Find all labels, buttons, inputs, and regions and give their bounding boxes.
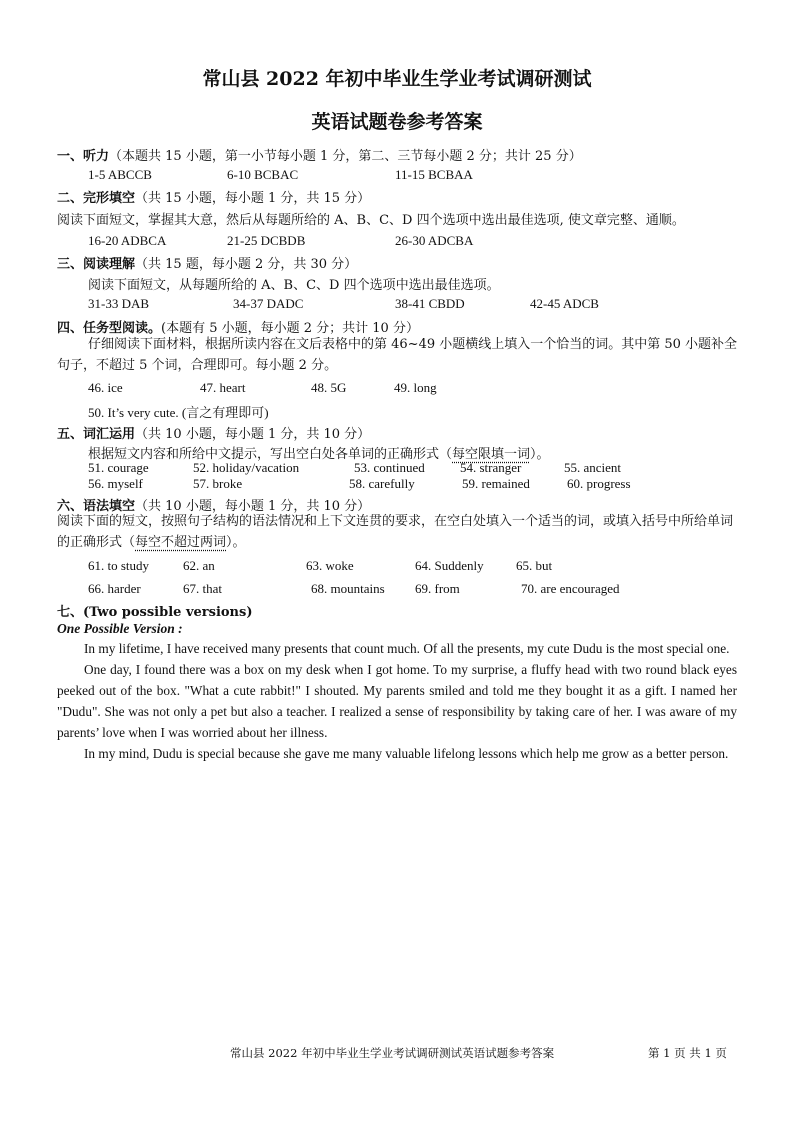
section-4-instruction: 仔细阅读下面材料，根据所读内容在文后表格中的第 46~49 小题横线上填入一个恰当的词。其中第 50 小题补全句子，不超过 5 个词，合理即可。每小题 2 分。 (57, 337, 738, 373)
section-5-instruction-end: ）。 (530, 447, 550, 462)
answer-26-30: 26-30 ADCBA (395, 233, 474, 248)
answer-48: 48. 5G (311, 380, 347, 395)
footer-doc-title: 常山县 2022 年初中毕业生学业考试调研测试英语试题参考答案 (230, 1046, 555, 1060)
section-5-heading (57, 423, 370, 442)
answer-58: 58. carefully (349, 476, 415, 491)
essay-text (57, 638, 737, 764)
section-7-heading (57, 601, 252, 620)
answer-31-33: 31-33 DAB (88, 296, 150, 311)
answer-66: 66. harder (88, 581, 141, 596)
answer-21-25: 21-25 DCBDB (227, 233, 306, 248)
section-6-note: （共 10 小题，每小题 1 分，共 10 分） (135, 499, 371, 514)
answer-1-5: 1-5 ABCCB (88, 167, 152, 182)
section-6-instruction-emphasis: 每空不超过两词 (135, 535, 227, 550)
answer-64: 64. Suddenly (415, 558, 484, 573)
answer-67: 67. that (183, 581, 222, 596)
section-3-title: 三、阅读理解 (57, 257, 136, 272)
section-6-title: 六、语法填空 (57, 499, 136, 514)
answer-42-45: 42-45 ADCB (530, 296, 599, 311)
answer-59: 59. remained (462, 476, 530, 491)
answer-70: 70. are encouraged (521, 581, 620, 596)
answer-53: 53. continued (354, 460, 425, 475)
answer-38-41: 38-41 CBDD (395, 296, 465, 311)
section-1-note: （本题共 15 小题，第一小节每小题 1 分，第二、三节每小题 2 分；共计 25 分） (109, 149, 582, 164)
answer-60: 60. progress (567, 476, 631, 491)
answer-51: 51. courage (88, 460, 149, 475)
answer-11-15: 11-15 BCBAA (395, 167, 473, 182)
answer-56: 56. myself (88, 476, 143, 491)
section-4-note: (本题有 5 小题，每小题 2 分；共计 10 分） (161, 321, 419, 336)
section-5-instruction-text: 根据短文内容和所给中文提示，写出空白处各单词的正确形式（ (88, 447, 453, 462)
page-title: 常山县 2022 年初中毕业生学业考试调研测试 (202, 68, 592, 90)
section-3-note: （共 15 题，每小题 2 分，共 30 分） (135, 257, 358, 272)
version-label: One Possible Version : (57, 621, 183, 636)
section-2-heading (57, 187, 370, 206)
section-5-instruction-emphasis: 每空限填一词 (452, 447, 531, 462)
answer-52: 52. holiday/vacation (193, 460, 300, 475)
section-5-title: 五、词汇运用 (57, 427, 136, 442)
section-2-instruction: 阅读下面短文，掌握其大意，然后从每题所给的 A、B、C、D 四个选项中选出最佳选项, 使文章完整、通顺。 (57, 213, 685, 228)
section-3-heading (57, 253, 357, 272)
answer-62: 62. an (183, 558, 215, 573)
section-1-title: 一、听力 (57, 149, 110, 164)
answer-63: 63. woke (306, 558, 354, 573)
section-5-note: （共 10 小题，每小题 1 分，共 10 分） (135, 427, 371, 442)
answer-61: 61. to study (88, 558, 150, 573)
answer-69: 69. from (415, 581, 460, 596)
footer-page-number: 第 1 页 共 1 页 (648, 1046, 727, 1060)
answer-6-10: 6-10 BCBAC (227, 167, 299, 182)
answer-54: 54. stranger (460, 460, 522, 475)
answer-50: 50. It’s very cute. (言之有理即可) (88, 405, 269, 420)
answer-55: 55. ancient (564, 460, 622, 475)
essay-paragraph-1: In my lifetime, I have received many presents that count much. Of all the presents, my cute Dudu is the most special one. (84, 641, 730, 656)
answer-57: 57. broke (193, 476, 243, 491)
section-4-title: 四、任务型阅读。 (57, 321, 162, 336)
section-2-title: 二、完形填空 (57, 191, 136, 206)
answer-68: 68. mountains (311, 581, 385, 596)
answer-34-37: 34-37 DADC (233, 296, 304, 311)
section-3-instruction: 阅读下面短文，从每题所给的 A、B、C、D 四个选项中选出最佳选项。 (88, 278, 500, 293)
essay-paragraph-3: In my mind, Dudu is special because she gave me many valuable lifelong lessons which help me grow as a better person. (84, 746, 729, 761)
answer-47: 47. heart (200, 380, 246, 395)
answer-65: 65. but (516, 558, 553, 573)
essay-paragraph-2: One day, I found there was a box on my desk when I got home. To my surprise, a fluffy head with two round black eyes peeked out of the box. "What a cute rabbit!" I shouted. My parents smiled and told me they bought it as a gift. I named her "Dudu". She was not only a pet but also a teacher. I realized a sense of responsibility by taking care of her. I was aware of my parents’ love when I was worried about her illness. (57, 662, 737, 740)
section-1-heading (57, 145, 582, 164)
answer-16-20: 16-20 ADBCA (88, 233, 167, 248)
section-2-note: （共 15 小题，每小题 1 分，共 15 分） (135, 191, 371, 206)
page-subtitle: 英语试题卷参考答案 (311, 111, 483, 133)
section-6-instruction (57, 511, 739, 553)
answer-46: 46. ice (88, 380, 123, 395)
section-6-instruction-end: ）。 (226, 535, 246, 550)
section-7-title: 七、(Two possible versions) (57, 605, 253, 620)
answer-49: 49. long (394, 380, 437, 395)
section-6-instruction-text: 阅读下面的短文，按照句子结构的语法情况和上下文连贯的要求，在空白处填入一个适当的词，或填入括号中所给单词的正确形式（ (57, 514, 734, 550)
